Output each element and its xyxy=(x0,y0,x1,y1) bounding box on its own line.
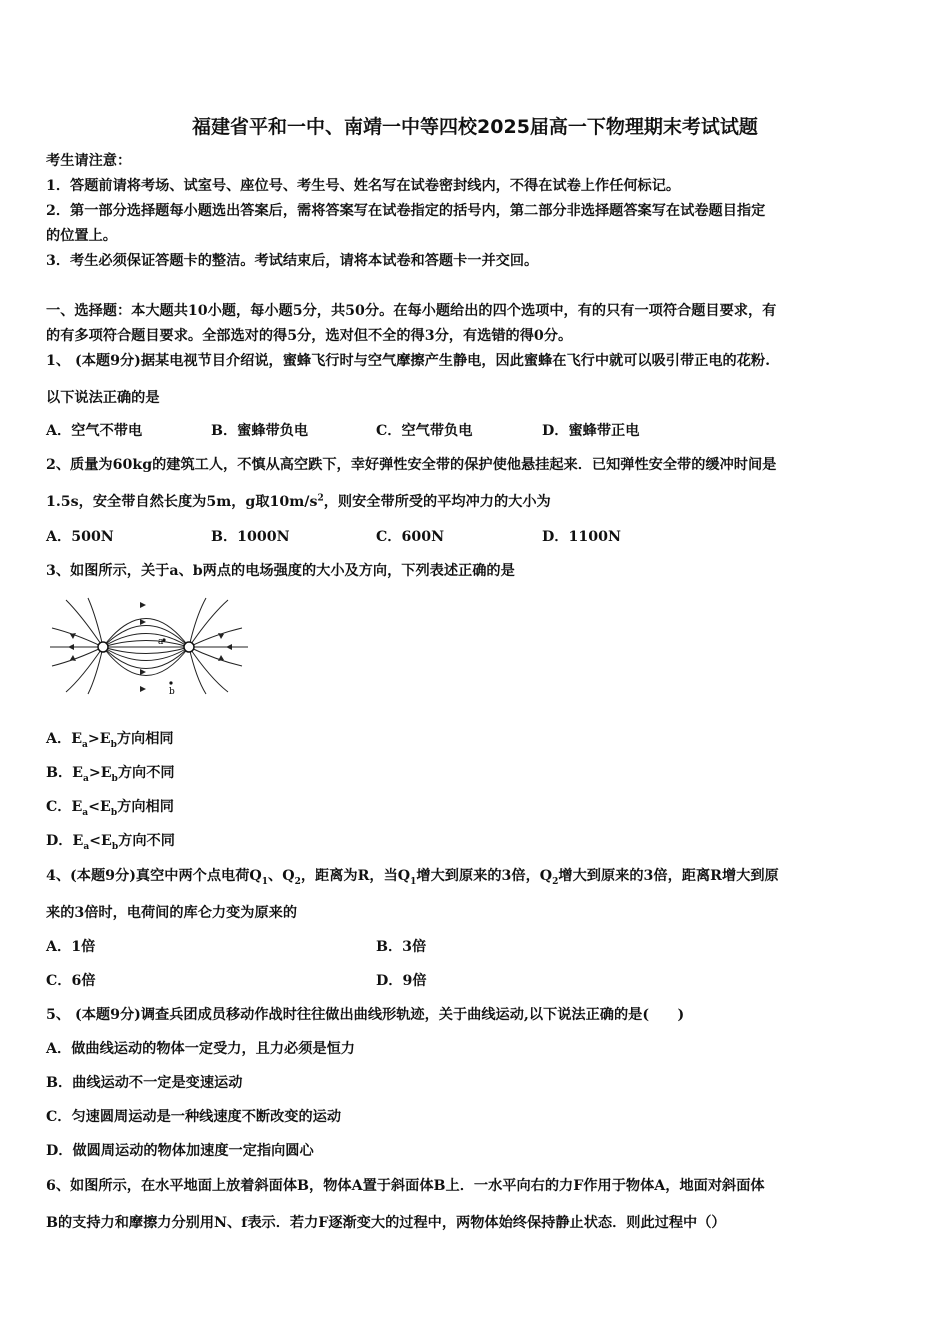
q6-stem-line2: B的支持力和摩擦力分别用N、f表示．若力F逐渐变大的过程中，两物体始终保持静止状态．则此过程中（） xyxy=(46,1215,726,1231)
q2-stem-line1: 2、质量为60kg的建筑工人，不慎从高空跌下，幸好弹性安全带的保护使他悬挂起来．已知弹性安全带的缓冲时间是 xyxy=(46,457,777,473)
field-arrow xyxy=(70,633,76,639)
point-b-dot xyxy=(169,681,172,684)
right-charge xyxy=(184,642,194,652)
q1-option-a: A．空气不带电 xyxy=(46,423,143,439)
q6-stem-line1: 6、如图所示，在水平地面上放着斜面体B，物体A置于斜面体B上．一水平向右的力F作用于物体A，地面对斜面体 xyxy=(46,1178,765,1194)
q2-option-a: A．500N xyxy=(46,529,114,545)
q3-option-b: B．$E_a>E_b$方向不同 xyxy=(46,765,175,784)
q3-option-a: A．$E_a>E_b$方向相同 xyxy=(46,731,174,750)
q5-option-d: D．做圆周运动的物体加速度一定指向圆心 xyxy=(46,1143,314,1159)
notice-item-2: 2．第一部分选择题每小题选出答案后，需将答案写在试卷指定的括号内，第二部分非选择题答案写在试卷题目指定 xyxy=(46,203,766,219)
q3-option-d: D．$E_a<E_b$方向不同 xyxy=(46,833,175,852)
q5-stem: 5、 (本题9分)调查兵团成员移动作战时往往做出曲线形轨迹，关于曲线运动,以下说法正确的是( ) xyxy=(46,1007,685,1023)
left-charge xyxy=(98,642,108,652)
point-b-label: b xyxy=(169,687,175,696)
field-arrow xyxy=(140,669,146,675)
q3-option-c: C．$E_a<E_b$方向相同 xyxy=(46,799,174,818)
electric-field-figure xyxy=(46,592,252,696)
q1-option-b: B．蜜蜂带负电 xyxy=(211,423,309,439)
field-arrow xyxy=(218,655,224,661)
field-arrow xyxy=(140,686,146,692)
point-a-label: a xyxy=(158,637,164,647)
section-heading-line2: 的有多项符合题目要求。全部选对的得5分，选对但不全的得3分，有选错的得0分。 xyxy=(46,328,573,344)
q2-option-d: D．1100N xyxy=(542,529,621,545)
field-arrow xyxy=(68,644,74,650)
q1-option-d: D．蜜蜂带正电 xyxy=(542,423,640,439)
q5-option-c: C．匀速圆周运动是一种线速度不断改变的运动 xyxy=(46,1109,342,1125)
notice-heading: 考生请注意： xyxy=(46,153,132,169)
q2-option-b: B．1000N xyxy=(211,529,290,545)
field-arrow xyxy=(226,644,232,650)
q5-option-a: A．做曲线运动的物体一定受力，且力必须是恒力 xyxy=(46,1041,355,1057)
q5-option-b: B．曲线运动不一定是变速运动 xyxy=(46,1075,243,1091)
notice-item-1: 1．答题前请将考场、试室号、座位号、考生号、姓名写在试卷密封线内，不得在试卷上作任何标记。 xyxy=(46,178,681,194)
q1-stem-line1: 1、 (本题9分)据某电视节目介绍说，蜜蜂飞行时与空气摩擦产生静电，因此蜜蜂在飞行中就可以吸引带正电的花粉. xyxy=(46,353,771,369)
q2-stem-line2: 1.5s，安全带自然长度为5m，g取$10m/s^2$，则安全带所受的平均冲力的大小为 xyxy=(46,493,551,510)
q3-stem: 3、如图所示，关于a、b两点的电场强度的大小及方向，下列表述正确的是 xyxy=(46,563,515,579)
section-heading-line1: 一、选择题：本大题共10小题，每小题5分，共50分。在每小题给出的四个选项中，有的只有一项符合题目要求，有 xyxy=(46,303,777,319)
field-arrow xyxy=(218,633,224,639)
q4-stem-line1: 4、(本题9分)真空中两个点电荷$Q_1$、$Q_2$，距离为R，当$Q_1$增大到原来的3倍，$Q_2$增大到原来的3倍，距离R增大到原 xyxy=(46,868,779,887)
q4-stem-line2: 来的3倍时，电荷间的库仑力变为原来的 xyxy=(46,905,298,921)
notice-item-2-cont: 的位置上。 xyxy=(46,228,117,244)
field-arrow xyxy=(70,655,76,661)
q4-option-d: D．9倍 xyxy=(376,973,427,989)
exam-title: 福建省平和一中、南靖一中等四校2025届高一下物理期末考试试题 xyxy=(192,116,758,138)
field-arrow xyxy=(140,602,146,608)
q4-option-c: C．6倍 xyxy=(46,973,96,989)
field-arrow xyxy=(140,619,146,625)
q1-stem-line2: 以下说法正确的是 xyxy=(46,390,160,406)
q4-option-a: A．1倍 xyxy=(46,939,96,955)
q2-option-c: C．600N xyxy=(376,529,445,545)
q4-option-b: B．3倍 xyxy=(376,939,427,955)
q1-option-c: C．空气带负电 xyxy=(376,423,473,439)
notice-item-3: 3．考生必须保证答题卡的整洁。考试结束后，请将本试卷和答题卡一并交回。 xyxy=(46,253,539,269)
